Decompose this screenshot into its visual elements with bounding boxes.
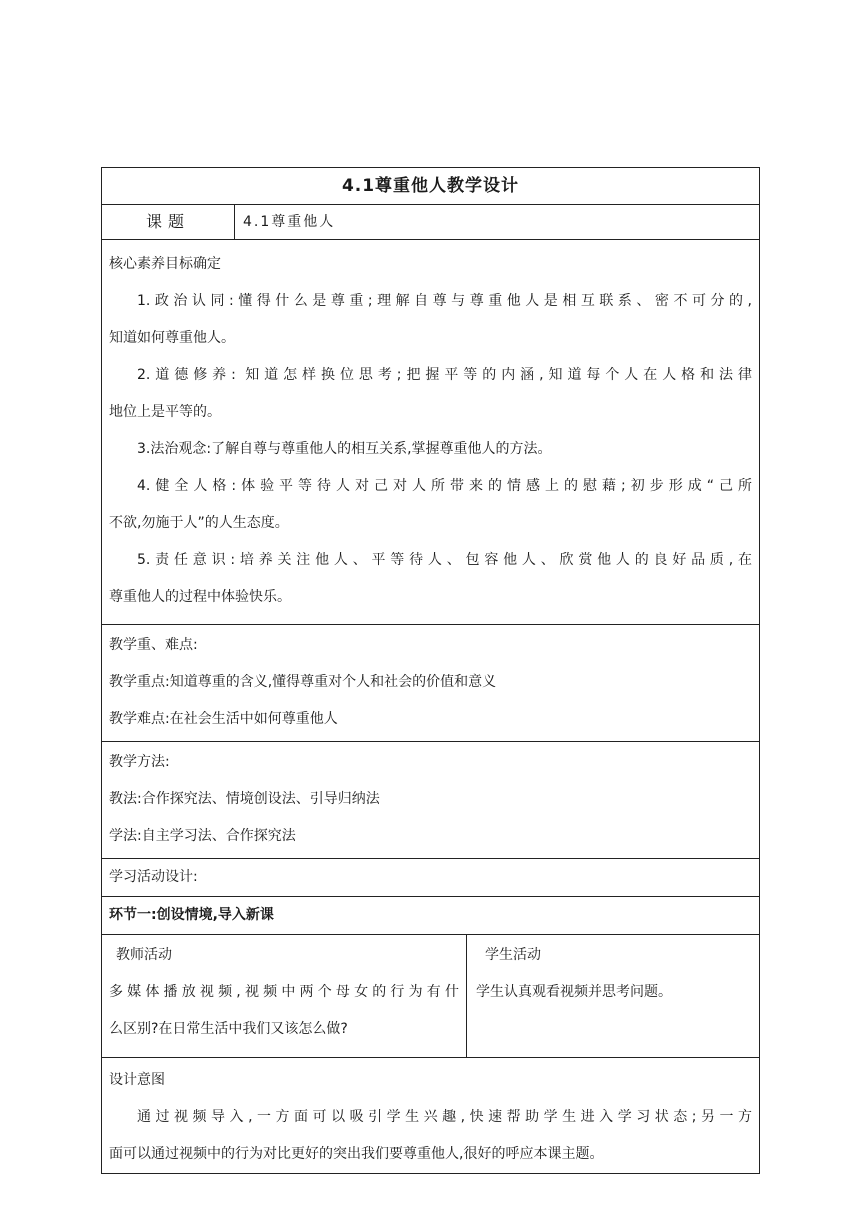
difficult-point: 教学难点:在社会生活中如何尊重他人 — [109, 711, 338, 727]
learning-methods: 学法:自主学习法、合作探究法 — [109, 828, 296, 844]
topic-row — [102, 205, 760, 240]
key-point: 教学重点:知道尊重的含义,懂得尊重对个人和社会的价值和意义 — [109, 674, 497, 690]
goal-item-5-line-2: 尊重他人的过程中体验快乐。 — [109, 589, 291, 605]
section1-activities-row — [102, 935, 760, 1058]
keypoints-section — [102, 625, 760, 742]
goal-item-4-line-2: 不欲,勿施于人”的人生态度。 — [109, 515, 289, 531]
teacher-activity-label: 教师活动 — [116, 947, 172, 963]
student-activity-cell — [467, 935, 760, 1058]
document-title: 4.1尊重他人教学设计 — [102, 168, 760, 205]
goal-item-2-line-1: 2.道德修养: 知道怎样换位思考;把握平等的内涵,知道每个人在人格和法律 — [137, 367, 752, 383]
activity-heading-row — [102, 859, 760, 897]
design-intent-line-1: 通过视频导入,一方面可以吸引学生兴趣,快速帮助学生进入学习状态;另一方 — [137, 1109, 752, 1125]
design-intent-line-2: 面可以通过视频中的行为对比更好的突出我们要尊重他人,很好的呼应本课主题。 — [109, 1146, 604, 1162]
goal-item-3: 3.法治观念:了解自尊与尊重他人的相互关系,掌握尊重他人的方法。 — [137, 441, 552, 457]
student-activity-text: 学生认真观看视频并思考问题。 — [476, 984, 672, 1000]
keypoints-heading: 教学重、难点: — [109, 637, 198, 653]
goal-item-4-line-1: 4.健全人格:体验平等待人对己对人所带来的情感上的慰藉;初步形成“己所 — [137, 478, 752, 494]
student-activity-label: 学生活动 — [485, 947, 541, 963]
goal-item-5-line-1: 5.责任意识:培养关注他人、平等待人、包容他人、欣赏他人的良好品质,在 — [137, 552, 752, 568]
title-row — [102, 168, 760, 205]
goals-section — [102, 240, 760, 625]
design-intent-heading: 设计意图 — [109, 1072, 165, 1088]
activity-heading: 学习活动设计: — [109, 869, 198, 885]
goal-item-1-line-2: 知道如何尊重他人。 — [109, 330, 235, 346]
teacher-activity-line-1: 多媒体播放视频,视频中两个母女的行为有什 — [109, 984, 459, 1000]
teaching-methods: 教法:合作探究法、情境创设法、引导归纳法 — [109, 791, 380, 807]
lesson-plan-table — [101, 167, 760, 1174]
methods-heading: 教学方法: — [109, 754, 170, 770]
topic-label: 课题 — [102, 205, 235, 240]
topic-value: 4.1尊重他人 — [235, 205, 760, 240]
section1-heading-row — [102, 897, 760, 935]
section1-heading: 环节一:创设情境,导入新课 — [109, 907, 274, 923]
goals-heading: 核心素养目标确定 — [109, 256, 221, 272]
design-intent-section — [102, 1058, 760, 1174]
lesson-plan-document — [101, 167, 759, 1174]
teacher-activity-line-2: 么区别?在日常生活中我们又该怎么做? — [109, 1021, 348, 1037]
methods-section — [102, 742, 760, 859]
teacher-activity-cell — [102, 935, 467, 1058]
goal-item-2-line-2: 地位上是平等的。 — [109, 404, 221, 420]
goal-item-1-line-1: 1.政治认同:懂得什么是尊重;理解自尊与尊重他人是相互联系、密不可分的, — [137, 293, 752, 309]
